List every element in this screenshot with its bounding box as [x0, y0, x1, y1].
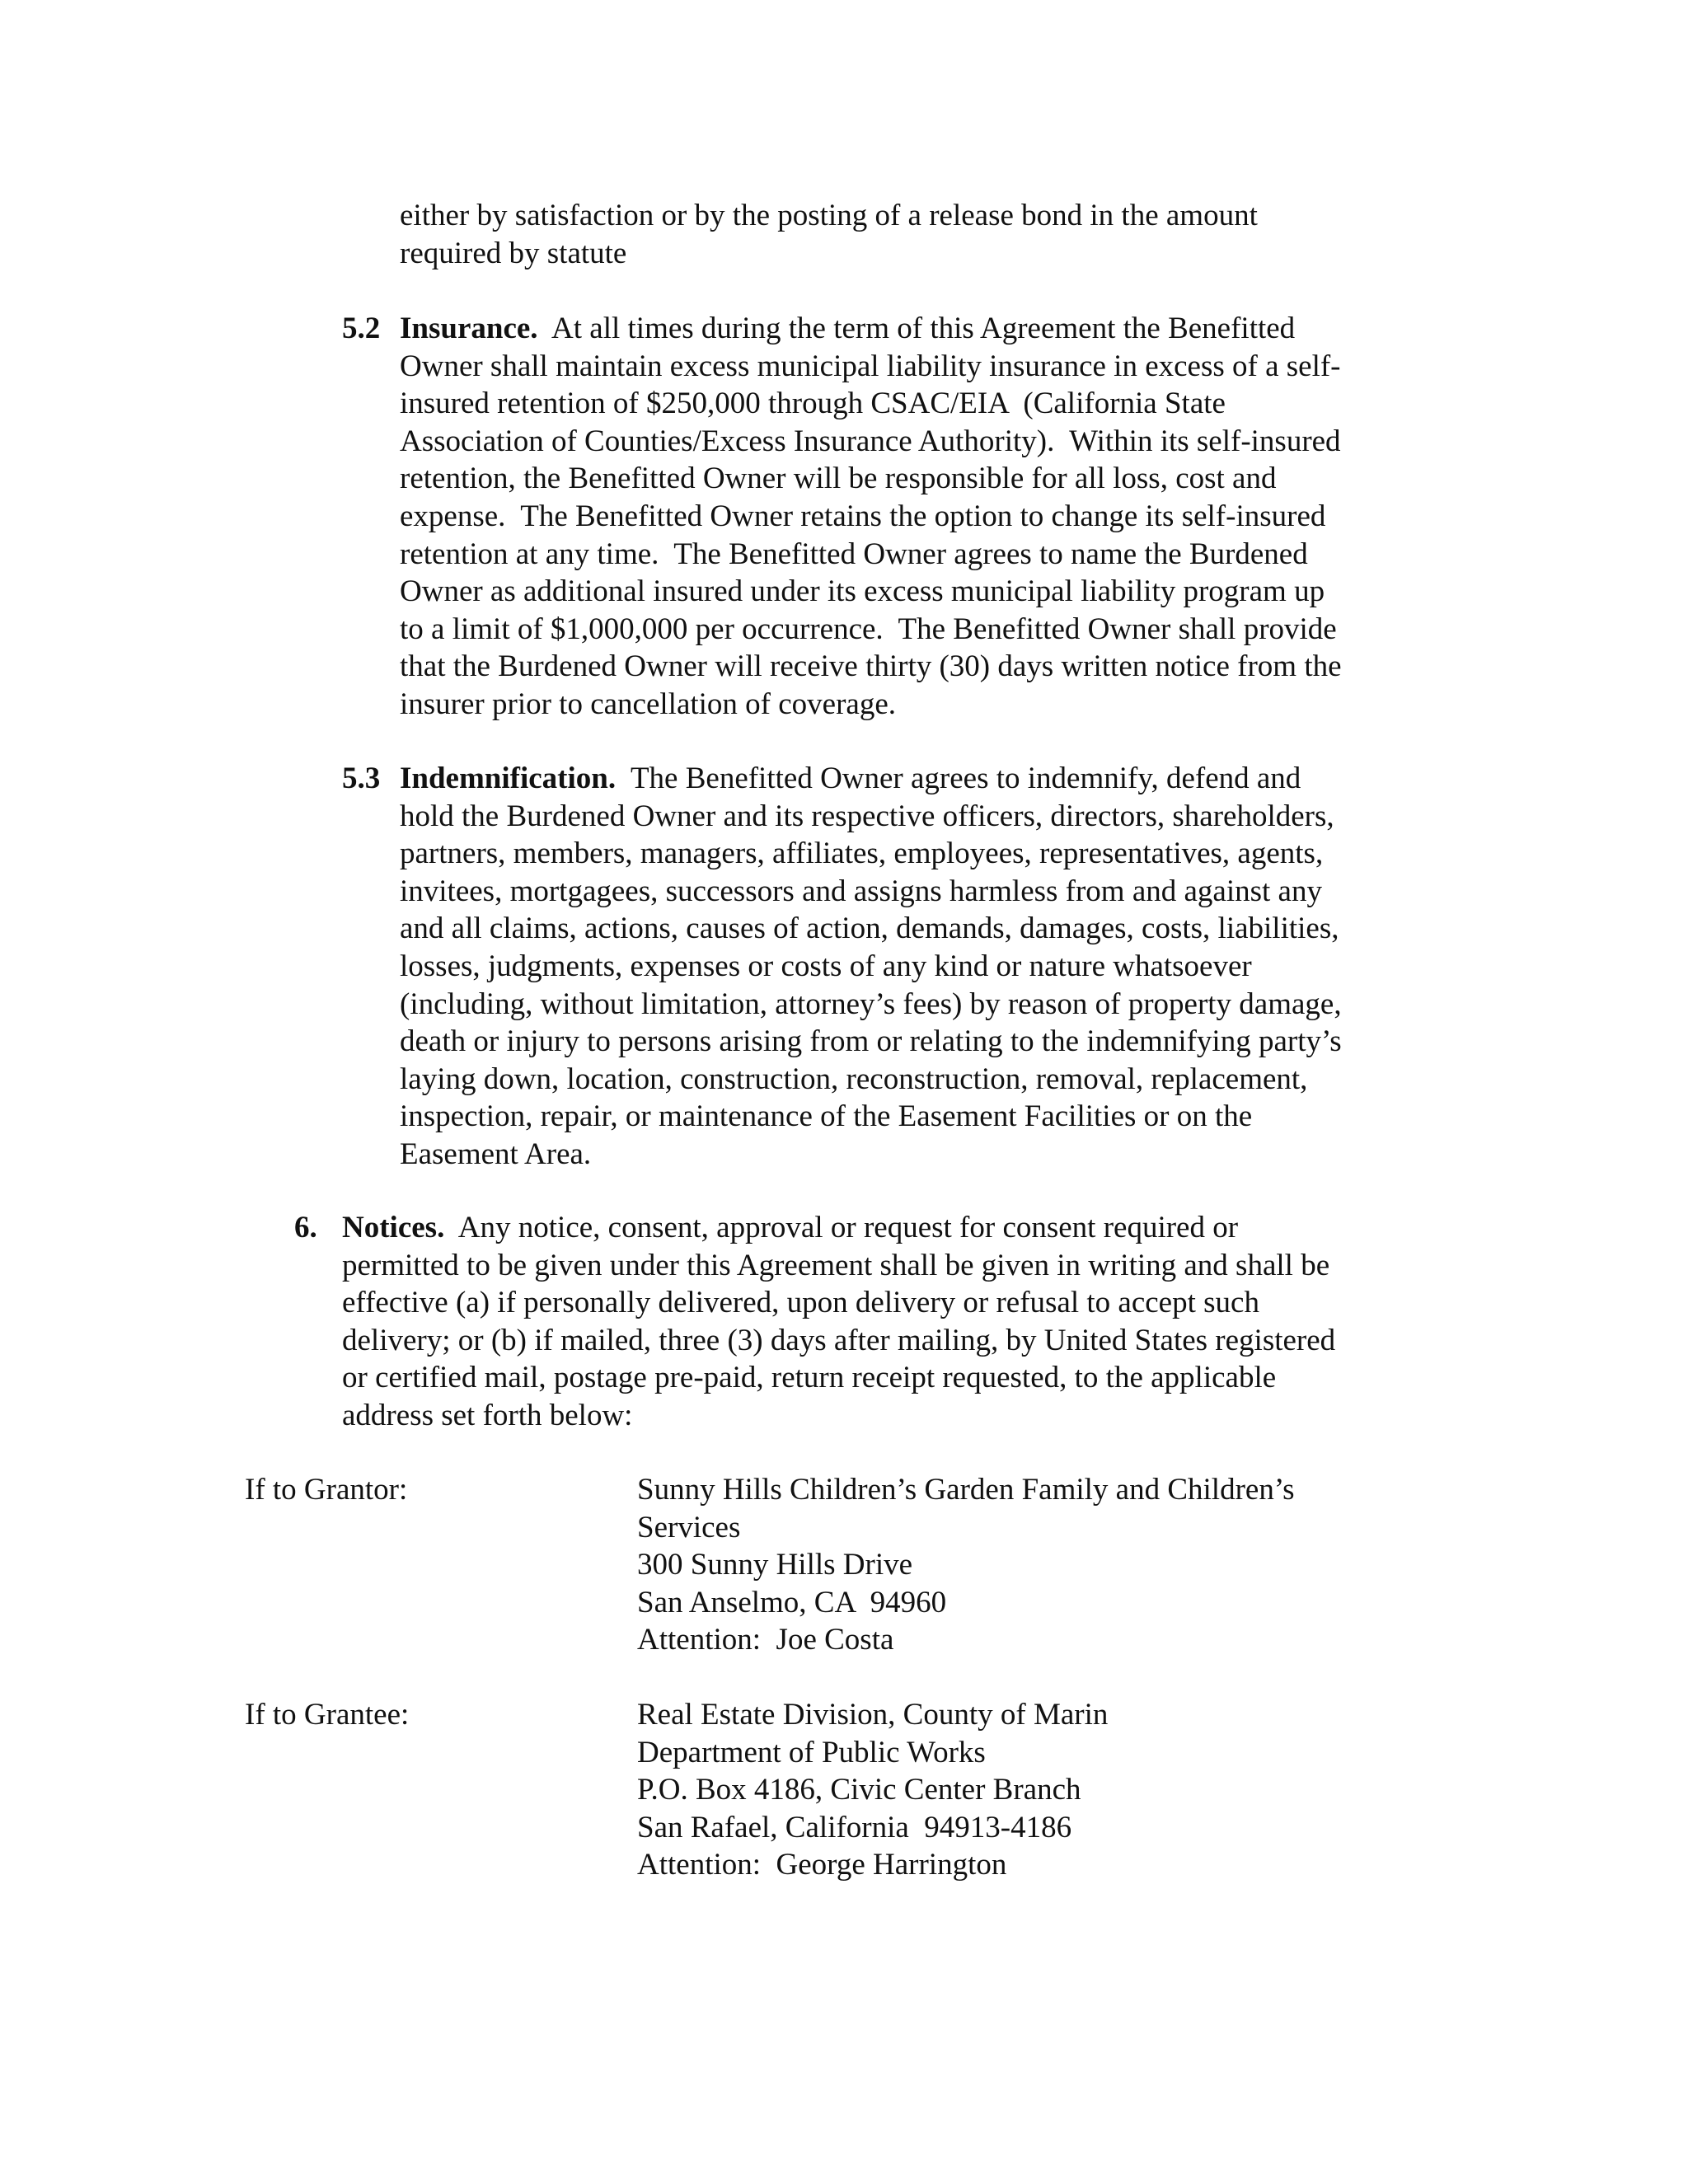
section-6-notices — [342, 1209, 1471, 1435]
text-line: effective (a) if personally delivered, upon delivery or refusal to accept such — [342, 1286, 1259, 1320]
section-5-3-indemnification — [400, 760, 1471, 1174]
text-line: invitees, mortgagees, successors and assigns harmless from and against any — [400, 874, 1322, 908]
grantee-address — [637, 1696, 1461, 1884]
text-line: laying down, location, construction, reconstruction, removal, replacement, — [400, 1062, 1308, 1096]
section-number: 5.2 — [342, 312, 381, 345]
address-line: P.O. Box 4186, Civic Center Branch — [637, 1773, 1081, 1807]
address-line: Attention: Joe Costa — [637, 1623, 894, 1657]
address-line: San Anselmo, CA 94960 — [637, 1585, 947, 1619]
text-line: Association of Counties/Excess Insurance Authority). Within its self-insured — [400, 424, 1341, 458]
text-line: losses, judgments, expenses or costs of any kind or nature whatsoever — [400, 949, 1252, 983]
text-line: Any notice, consent, approval or request for consent required or — [444, 1211, 1239, 1244]
text-line: required by statute — [400, 236, 627, 270]
address-line: Attention: George Harrington — [637, 1848, 1007, 1882]
text-line: or certified mail, postage pre-paid, return receipt requested, to the applicable — [342, 1361, 1277, 1395]
text-line: either by satisfaction or by the posting of a release bond in the amount — [400, 199, 1258, 232]
section-heading: Indemnification. — [400, 762, 617, 795]
text-line: retention at any time. The Benefitted Owner agrees to name the Burdened — [400, 537, 1308, 571]
section-number: 6. — [294, 1211, 317, 1244]
address-line: Services — [637, 1510, 741, 1544]
text-line: Easement Area. — [400, 1137, 592, 1171]
text-line: insurer prior to cancellation of coverage. — [400, 687, 897, 721]
section-number: 5.3 — [342, 762, 381, 795]
address-line: 300 Sunny Hills Drive — [637, 1548, 913, 1582]
text-line: inspection, repair, or maintenance of the Easement Facilities or on the — [400, 1099, 1253, 1134]
text-line: Owner as additional insured under its excess municipal liability program up — [400, 574, 1325, 609]
grantee-label: If to Grantee: — [245, 1698, 410, 1732]
text-line: address set forth below: — [342, 1398, 633, 1432]
section-5-1-continuation — [400, 197, 1471, 272]
text-line: At all times during the term of this Agreement the Benefitted — [537, 312, 1296, 345]
text-line: (including, without limitation, attorney’s fees) by reason of property damage, — [400, 987, 1342, 1021]
text-line: expense. The Benefitted Owner retains the option to change its self-insured — [400, 499, 1326, 533]
text-line: and all claims, actions, causes of action, demands, damages, costs, liabilities, — [400, 912, 1339, 946]
text-line: insured retention of $250,000 through CSAC/EIA (California State — [400, 387, 1226, 421]
text-line: delivery; or (b) if mailed, three (3) days after mailing, by United States registered — [342, 1323, 1336, 1357]
section-5-2-insurance — [400, 310, 1471, 724]
text-line: partners, members, managers, affiliates, employees, representatives, agents, — [400, 837, 1324, 871]
text-line: The Benefitted Owner agrees to indemnify, defend and — [616, 762, 1301, 795]
text-line: that the Burdened Owner will receive thirty (30) days written notice from the — [400, 649, 1342, 684]
address-line: Department of Public Works — [637, 1735, 986, 1769]
section-heading: Notices. — [342, 1211, 445, 1244]
address-line: San Rafael, California 94913-4186 — [637, 1810, 1072, 1844]
grantor-label: If to Grantor: — [245, 1473, 408, 1507]
address-line: Sunny Hills Children’s Garden Family and Children’s — [637, 1473, 1295, 1507]
text-line: hold the Burdened Owner and its respective officers, directors, shareholders, — [400, 799, 1334, 833]
text-line: death or injury to persons arising from or relating to the indemnifying party’s — [400, 1024, 1342, 1059]
text-line: retention, the Benefitted Owner will be responsible for all loss, cost and — [400, 462, 1277, 496]
section-heading: Insurance. — [400, 312, 538, 345]
grantor-address — [637, 1471, 1461, 1659]
address-line: Real Estate Division, County of Marin — [637, 1698, 1109, 1732]
text-line: to a limit of $1,000,000 per occurrence. The Benefitted Owner shall provide — [400, 612, 1337, 646]
text-line: permitted to be given under this Agreement shall be given in writing and shall be — [342, 1248, 1330, 1282]
text-line: Owner shall maintain excess municipal liability insurance in excess of a self- — [400, 349, 1341, 383]
